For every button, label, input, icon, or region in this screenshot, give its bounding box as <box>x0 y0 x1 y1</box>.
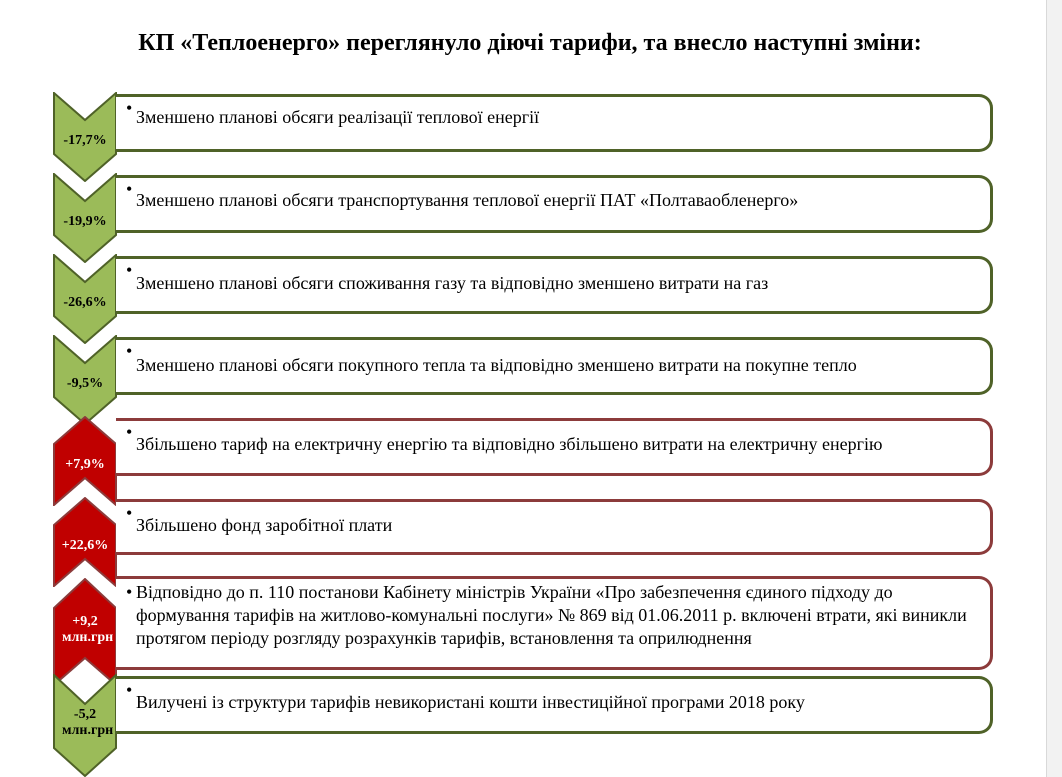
change-item-1 <box>116 94 993 152</box>
change-text: Відповідно до п. 110 постанови Кабінету міністрів України «Про забезпечення єдиного підходу до формування тарифів на житлово-комунальні послуги» № 869 від 01.06.2011 р. включені втрати, які виникли протягом періоду розгляду розрахунків тарифів, встановлення та оприлюднення <box>136 582 967 648</box>
change-value: -17,7% <box>63 133 107 148</box>
change-item-7 <box>116 576 993 670</box>
change-value: -26,6% <box>63 295 107 310</box>
bullet: • <box>126 422 133 442</box>
change-text: Зменшено планові обсяги реалізації теплової енергії <box>136 106 540 127</box>
bullet: • <box>126 680 133 700</box>
change-value: +9,2 млн.грн <box>62 614 114 645</box>
bullet: • <box>126 503 133 523</box>
chevron-increase-6 <box>53 497 117 587</box>
change-value: +7,9% <box>65 457 105 472</box>
bullet: • <box>126 260 133 280</box>
change-value: -19,9% <box>63 214 107 229</box>
change-item-4 <box>116 337 993 395</box>
bullet: • <box>126 582 133 602</box>
change-item-3 <box>116 256 993 314</box>
change-item-6 <box>116 499 993 555</box>
change-text: Зменшено планові обсяги покупного тепла та відповідно зменшено витрати на покупне тепло <box>136 354 857 375</box>
change-item-2 <box>116 175 993 233</box>
bullet: • <box>126 98 133 118</box>
change-text: Збільшено фонд заробітної плати <box>136 514 393 535</box>
page-title: КП «Теплоенерго» переглянуло діючі тарифи, та внесло наступні зміни: <box>138 30 922 56</box>
chevron-increase-7 <box>53 578 117 686</box>
change-value: -5,2 млн.грн <box>62 707 114 738</box>
chevron-decrease-2 <box>53 173 117 263</box>
chevron-decrease-4 <box>53 335 117 425</box>
chevron-increase-5 <box>53 416 117 506</box>
change-text: Зменшено планові обсяги транспортування теплової енергії ПАТ «Полтаваобленерго» <box>136 189 799 210</box>
change-value: +22,6% <box>61 538 109 553</box>
chevron-decrease-3 <box>53 254 117 344</box>
change-text: Зменшено планові обсяги споживання газу та відповідно зменшено витрати на газ <box>136 272 769 293</box>
window-scrollbar-edge <box>1046 0 1062 777</box>
change-item-8 <box>116 676 993 734</box>
bullet: • <box>126 179 133 199</box>
change-text: Вилучені із структури тарифів невикористані кошти інвестиційної програми 2018 року <box>136 691 805 712</box>
bullet: • <box>126 341 133 361</box>
chevron-decrease-8 <box>53 674 117 777</box>
chevron-decrease-1 <box>53 92 117 182</box>
change-text: Збільшено тариф на електричну енергію та відповідно збільшено витрати на електричну енергію <box>136 433 883 454</box>
change-item-5 <box>116 418 993 476</box>
change-value: -9,5% <box>66 376 104 391</box>
